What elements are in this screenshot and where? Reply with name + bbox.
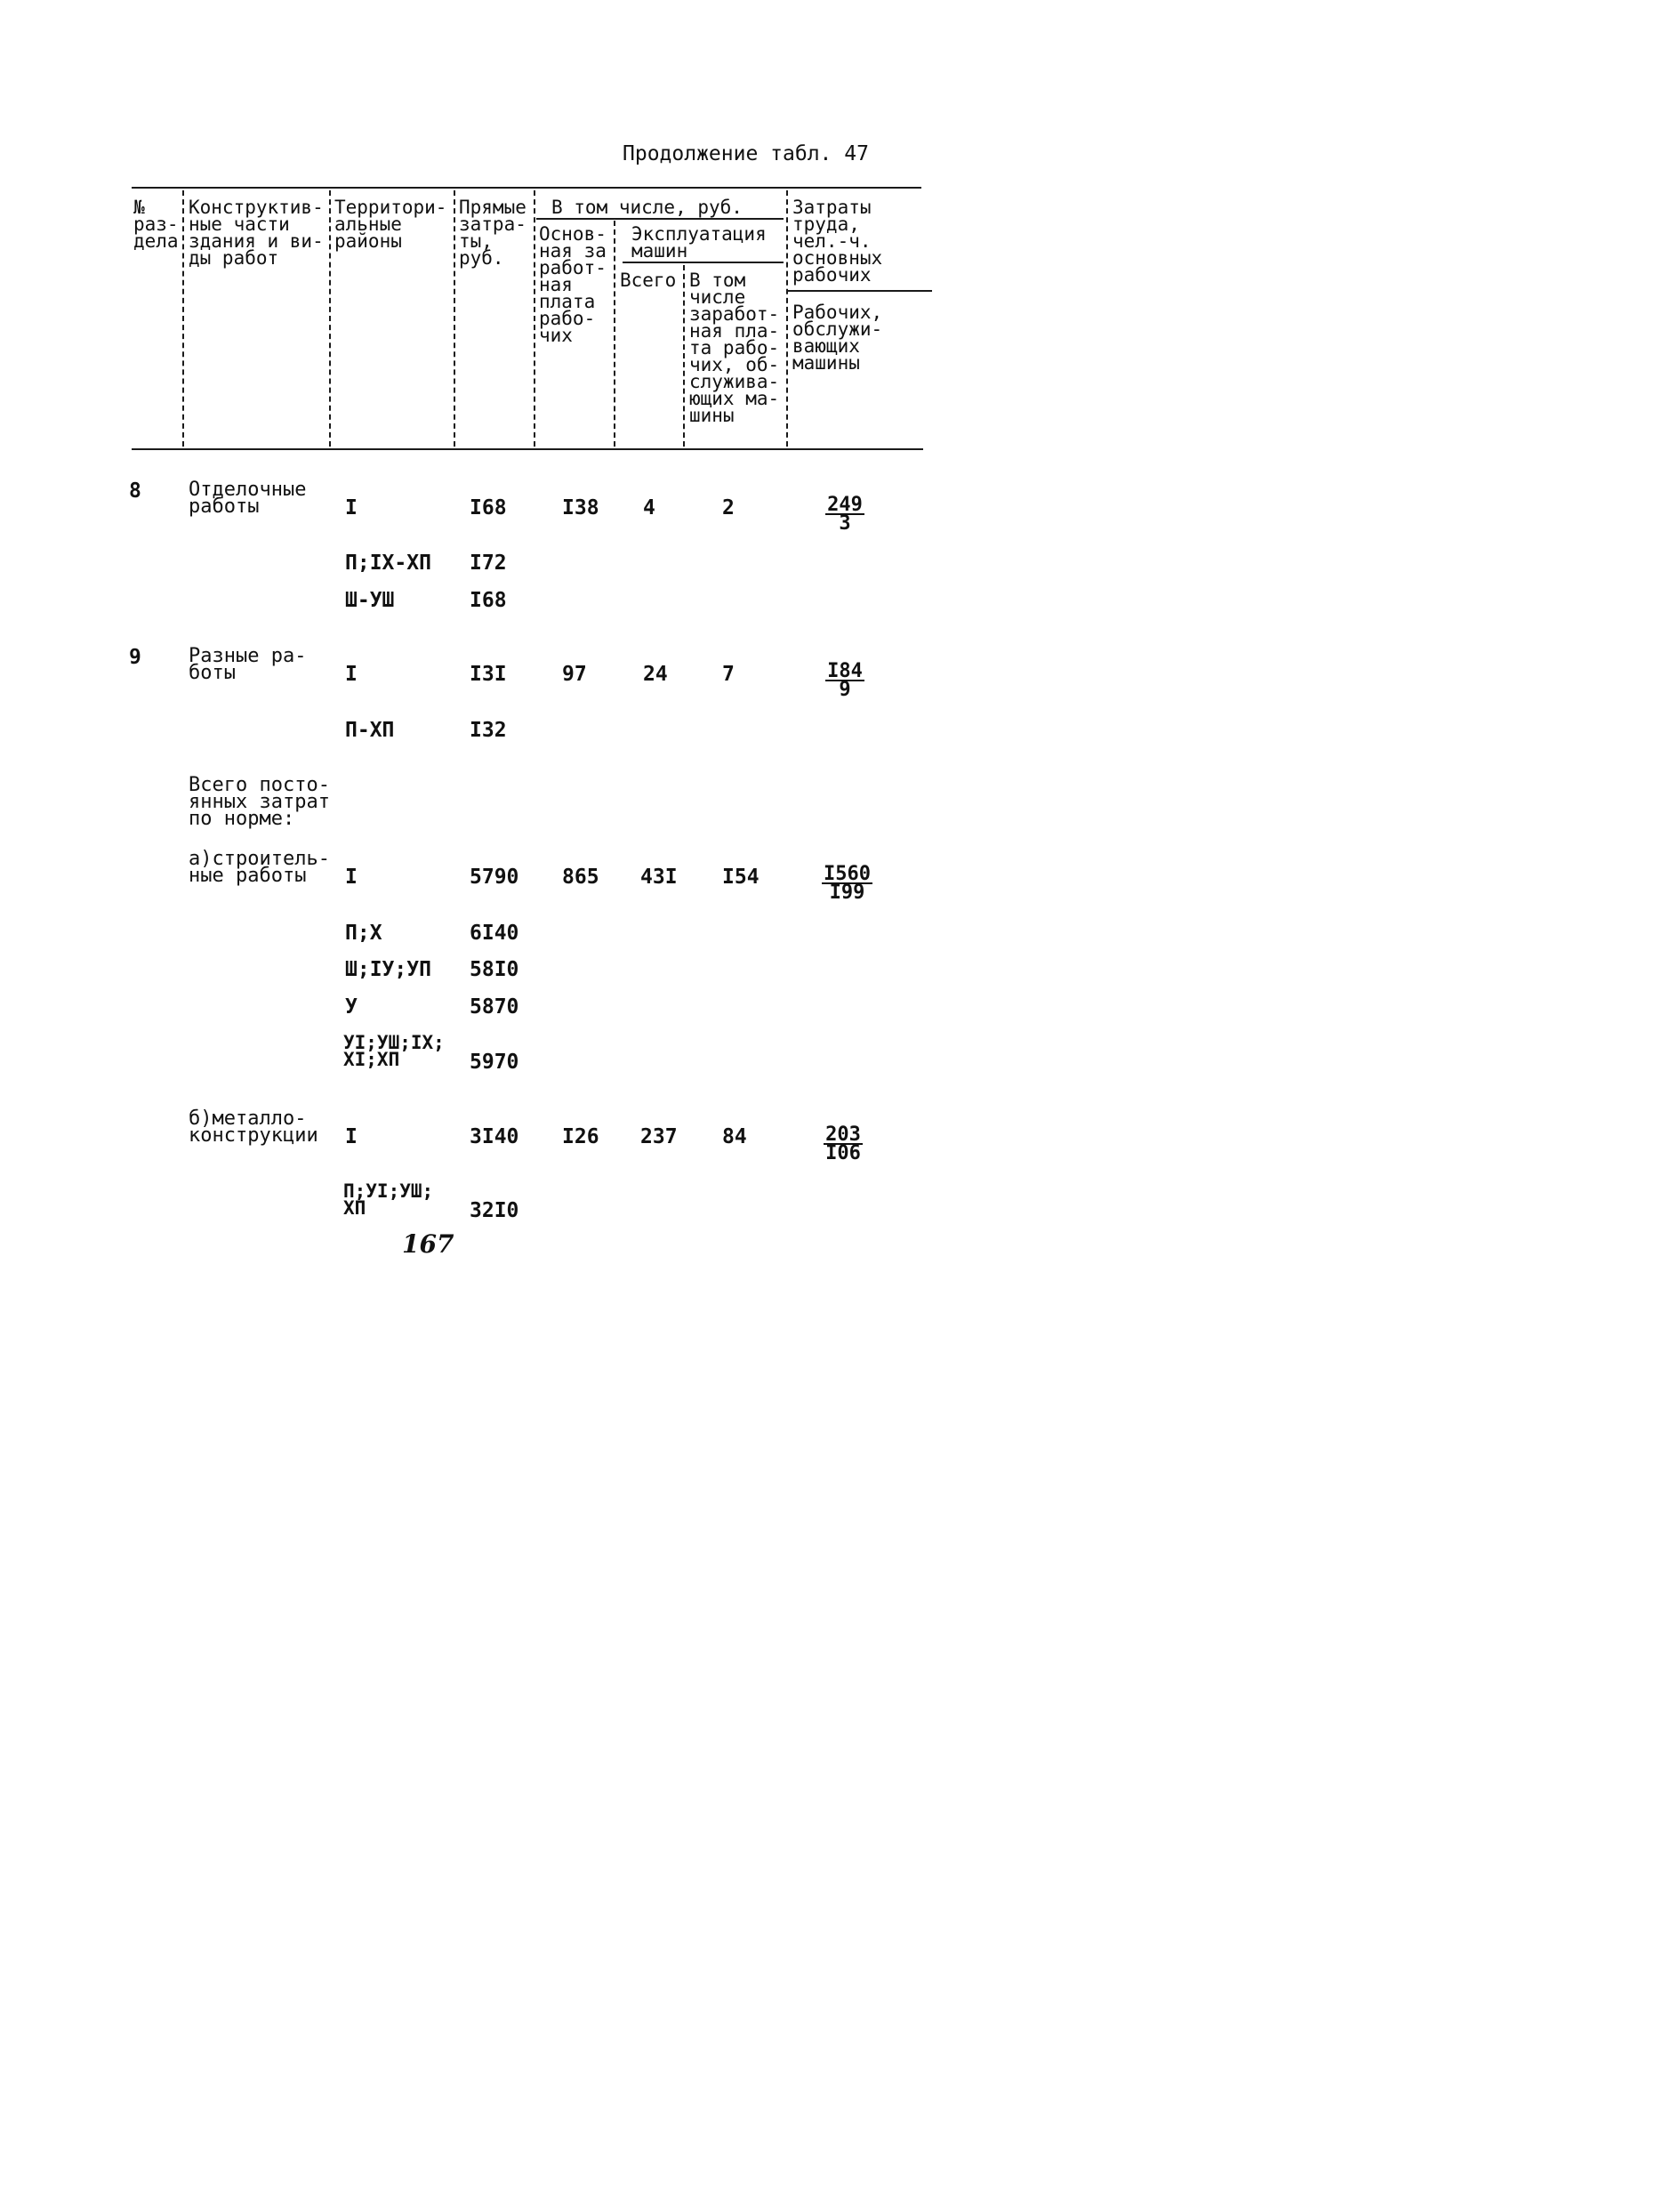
row-8-region: I — [345, 496, 358, 520]
row-8c-region: Ш-УШ — [345, 589, 395, 612]
row-8c-direct: I68 — [470, 589, 507, 612]
col-divider-3 — [454, 190, 455, 447]
row-a4-direct: 5870 — [470, 995, 519, 1019]
row-a-base: 865 — [562, 866, 599, 889]
header-labor: Затраты труда, чел.-ч. основных рабочих — [792, 197, 883, 286]
header-parts: Конструктив- ные части здания и ви- ды работ — [189, 197, 324, 269]
table-caption: Продолжение табл. 47 — [623, 142, 869, 165]
header-incl-pay: В том числе заработ- ная пла- та рабо- чих, об- служива- ющих ма- шины — [689, 270, 780, 426]
row-9b-direct: I32 — [470, 719, 507, 742]
col-divider-1 — [182, 190, 184, 447]
incl-rule — [536, 218, 784, 220]
row-b-incl: 84 — [722, 1125, 747, 1148]
row-8-total: 4 — [643, 496, 655, 520]
row-9-total: 24 — [643, 663, 668, 686]
machines-rule — [623, 262, 784, 263]
row-8-incl: 2 — [722, 496, 735, 520]
header-direct: Прямые затра- ты, руб. — [459, 197, 527, 269]
row-9-region: I — [345, 663, 358, 686]
row-9-incl: 7 — [722, 663, 735, 686]
row-a3-region: Ш;IУ;УП — [345, 958, 431, 981]
row-9-labor: $\frac{I84}{9}$ — [827, 660, 863, 701]
row-8-direct: I68 — [470, 496, 507, 520]
row-a-name: а)строитель- ные работы — [189, 848, 330, 887]
row-b-region: I — [345, 1125, 358, 1148]
row-b-total: 237 — [640, 1125, 678, 1148]
row-a-incl: I54 — [722, 866, 760, 889]
row-b-direct: 3I40 — [470, 1125, 519, 1148]
row-a2-region: П;X — [345, 922, 382, 945]
row-9-base: 97 — [562, 663, 587, 686]
labor-rule — [788, 290, 932, 292]
header-total: Всего — [620, 270, 677, 291]
row-a-labor: $\frac{I560}{I99}$ — [824, 863, 871, 904]
row-8b-direct: I72 — [470, 552, 507, 575]
row-b2-region: П;УI;УШ; XП — [343, 1180, 434, 1219]
col-divider-6 — [683, 265, 685, 447]
header-incl: В том числе, руб. — [551, 197, 743, 218]
header-bottom-rule — [132, 448, 923, 450]
row-8b-region: П;IX-XП — [345, 552, 431, 575]
header-machines: Эксплуатация машин — [631, 223, 767, 262]
row-8-name: Отделочные работы — [189, 479, 307, 518]
row-a-region: I — [345, 866, 358, 889]
header-labor-machines: Рабочих, обслужи- вающих машины — [792, 302, 883, 374]
row-a3-direct: 58I0 — [470, 958, 519, 981]
row-a5-region: УI;УШ;IX; XI;XП — [343, 1032, 445, 1070]
row-9-section: 9 — [129, 646, 141, 669]
total-heading: Всего посто- янных затрат по норме: — [189, 774, 330, 830]
col-divider-2 — [329, 190, 331, 447]
header-base-pay: Основ- ная за работ- ная плата рабо- чих — [539, 223, 607, 346]
row-a5-direct: 5970 — [470, 1051, 519, 1074]
col-divider-5 — [614, 221, 615, 447]
row-9-direct: I3I — [470, 663, 507, 686]
col-divider-4 — [534, 190, 535, 447]
page-number: 167 — [402, 1229, 454, 1259]
col-divider-7 — [786, 190, 788, 447]
row-a4-region: У — [345, 995, 358, 1019]
header-section-no: № раз- дела — [133, 197, 179, 252]
row-a-direct: 5790 — [470, 866, 519, 889]
row-8-section: 8 — [129, 479, 141, 503]
row-b2-direct: 32I0 — [470, 1199, 519, 1222]
header-top-rule — [132, 187, 921, 189]
row-9-name: Разные ра- боты — [189, 645, 307, 684]
row-8-labor: $\frac{249}{3}$ — [827, 494, 863, 535]
header-regions: Территори- альные районы — [334, 197, 447, 252]
row-b-labor: $\frac{203}{I06}$ — [825, 1124, 861, 1164]
row-b-name: б)металло- конструкции — [189, 1108, 318, 1147]
row-a2-direct: 6I40 — [470, 922, 519, 945]
row-b-base: I26 — [562, 1125, 599, 1148]
row-9b-region: П-XП — [345, 719, 395, 742]
row-8-base: I38 — [562, 496, 599, 520]
row-a-total: 43I — [640, 866, 678, 889]
